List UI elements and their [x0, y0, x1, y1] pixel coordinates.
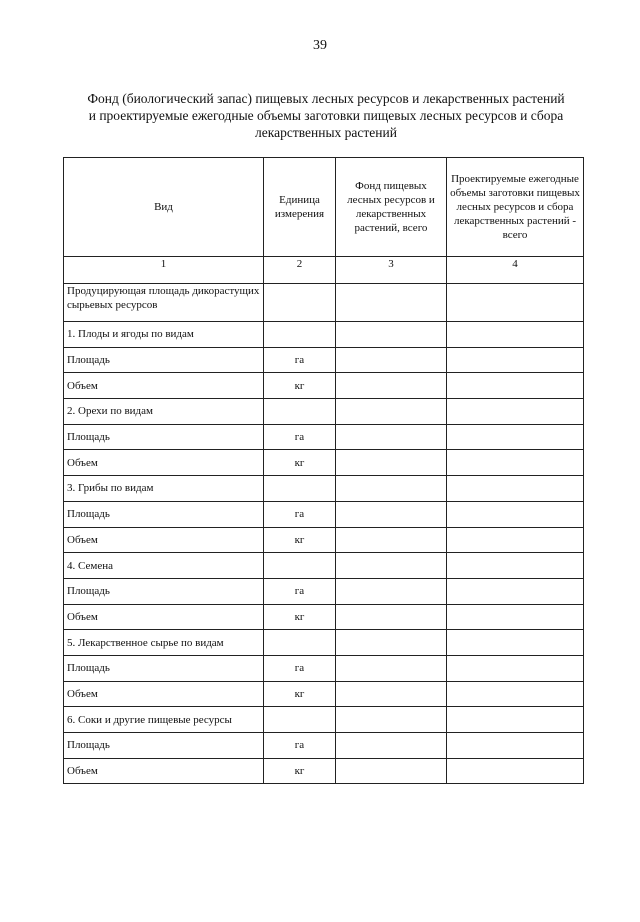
table-row	[64, 476, 584, 502]
row-fund-cell	[336, 578, 447, 604]
row-unit-cell	[264, 399, 336, 425]
row-name-cell: Объем	[64, 681, 264, 707]
table-row	[64, 758, 584, 784]
row-fund-cell	[336, 707, 447, 733]
row-name-cell: 2. Орехи по видам	[64, 399, 264, 425]
row-projected-cell	[447, 553, 584, 579]
row-projected-cell	[447, 501, 584, 527]
row-unit-cell: кг	[264, 758, 336, 784]
header-projected: Проектируемые ежегодные объемы заготовки пищевых лесных ресурсов и сбора лекарственных растений - всего	[447, 158, 584, 257]
row-projected-cell	[447, 758, 584, 784]
row-fund-cell	[336, 373, 447, 399]
table-row	[64, 322, 584, 348]
row-name-cell: 4. Семена	[64, 553, 264, 579]
row-unit-cell: га	[264, 347, 336, 373]
row-projected-cell	[447, 284, 584, 322]
table-row	[64, 604, 584, 630]
row-fund-cell	[336, 501, 447, 527]
row-fund-cell	[336, 399, 447, 425]
row-name-cell: Площадь	[64, 501, 264, 527]
row-unit-cell: га	[264, 655, 336, 681]
row-fund-cell	[336, 655, 447, 681]
table-row	[64, 733, 584, 759]
column-number-row	[64, 257, 584, 284]
table-row	[64, 553, 584, 579]
row-projected-cell	[447, 578, 584, 604]
row-projected-cell	[447, 733, 584, 759]
row-projected-cell	[447, 604, 584, 630]
table-row	[64, 681, 584, 707]
header-fund: Фонд пищевых лесных ресурсов и лекарственных растений, всего	[336, 158, 447, 257]
row-name-cell: Объем	[64, 450, 264, 476]
row-fund-cell	[336, 553, 447, 579]
row-name-cell: Площадь	[64, 733, 264, 759]
table-row	[64, 347, 584, 373]
row-fund-cell	[336, 450, 447, 476]
row-name-cell: Объем	[64, 373, 264, 399]
column-number: 4	[447, 257, 584, 284]
row-projected-cell	[447, 630, 584, 656]
row-projected-cell	[447, 373, 584, 399]
document-title	[56, 90, 596, 141]
row-name-cell: 6. Соки и другие пищевые ресурсы	[64, 707, 264, 733]
row-unit-cell: га	[264, 578, 336, 604]
title-line: Фонд (биологический запас) пищевых лесных ресурсов и лекарственных растений	[87, 91, 565, 106]
row-fund-cell	[336, 284, 447, 322]
title-line: и проектируемые ежегодные объемы заготовки пищевых лесных ресурсов и сбора	[88, 108, 564, 123]
column-number: 2	[264, 257, 336, 284]
row-unit-cell	[264, 553, 336, 579]
row-unit-cell	[264, 707, 336, 733]
header-unit: Единица измерения	[264, 158, 336, 257]
row-projected-cell	[447, 399, 584, 425]
table-row	[64, 284, 584, 322]
row-name-cell: Объем	[64, 758, 264, 784]
row-name-cell: Продуцирующая площадь дикорастущих сырьевых ресурсов	[64, 284, 264, 322]
row-fund-cell	[336, 424, 447, 450]
table-row	[64, 424, 584, 450]
row-unit-cell: кг	[264, 527, 336, 553]
row-fund-cell	[336, 733, 447, 759]
row-fund-cell	[336, 758, 447, 784]
table-body	[64, 284, 584, 784]
row-projected-cell	[447, 476, 584, 502]
table-row	[64, 630, 584, 656]
row-fund-cell	[336, 681, 447, 707]
row-name-cell: 1. Плоды и ягоды по видам	[64, 322, 264, 348]
row-unit-cell: га	[264, 424, 336, 450]
row-fund-cell	[336, 347, 447, 373]
row-projected-cell	[447, 424, 584, 450]
row-name-cell: Площадь	[64, 347, 264, 373]
row-unit-cell	[264, 630, 336, 656]
row-projected-cell	[447, 527, 584, 553]
row-name-cell: Площадь	[64, 578, 264, 604]
table-row	[64, 399, 584, 425]
resources-table	[63, 157, 584, 784]
row-unit-cell	[264, 284, 336, 322]
table-row	[64, 450, 584, 476]
row-name-cell: Объем	[64, 527, 264, 553]
table-header-row	[64, 158, 584, 257]
table-row	[64, 373, 584, 399]
row-unit-cell: кг	[264, 681, 336, 707]
title-line: лекарственных растений	[255, 125, 397, 140]
row-projected-cell	[447, 655, 584, 681]
row-fund-cell	[336, 322, 447, 348]
row-projected-cell	[447, 347, 584, 373]
row-unit-cell: га	[264, 501, 336, 527]
row-fund-cell	[336, 630, 447, 656]
row-fund-cell	[336, 604, 447, 630]
row-unit-cell	[264, 322, 336, 348]
page-number: 39	[313, 38, 327, 53]
row-projected-cell	[447, 450, 584, 476]
table-row	[64, 527, 584, 553]
row-unit-cell: кг	[264, 450, 336, 476]
row-name-cell: 3. Грибы по видам	[64, 476, 264, 502]
row-name-cell: 5. Лекарственное сырье по видам	[64, 630, 264, 656]
column-number: 3	[336, 257, 447, 284]
row-projected-cell	[447, 707, 584, 733]
row-name-cell: Площадь	[64, 655, 264, 681]
table-row	[64, 655, 584, 681]
row-unit-cell: га	[264, 733, 336, 759]
row-unit-cell	[264, 476, 336, 502]
row-unit-cell: кг	[264, 373, 336, 399]
row-name-cell: Объем	[64, 604, 264, 630]
row-projected-cell	[447, 681, 584, 707]
header-species: Вид	[64, 158, 264, 257]
row-projected-cell	[447, 322, 584, 348]
row-unit-cell: кг	[264, 604, 336, 630]
table-row	[64, 501, 584, 527]
table-row	[64, 707, 584, 733]
column-number: 1	[64, 257, 264, 284]
row-fund-cell	[336, 527, 447, 553]
row-name-cell: Площадь	[64, 424, 264, 450]
table-row	[64, 578, 584, 604]
row-fund-cell	[336, 476, 447, 502]
